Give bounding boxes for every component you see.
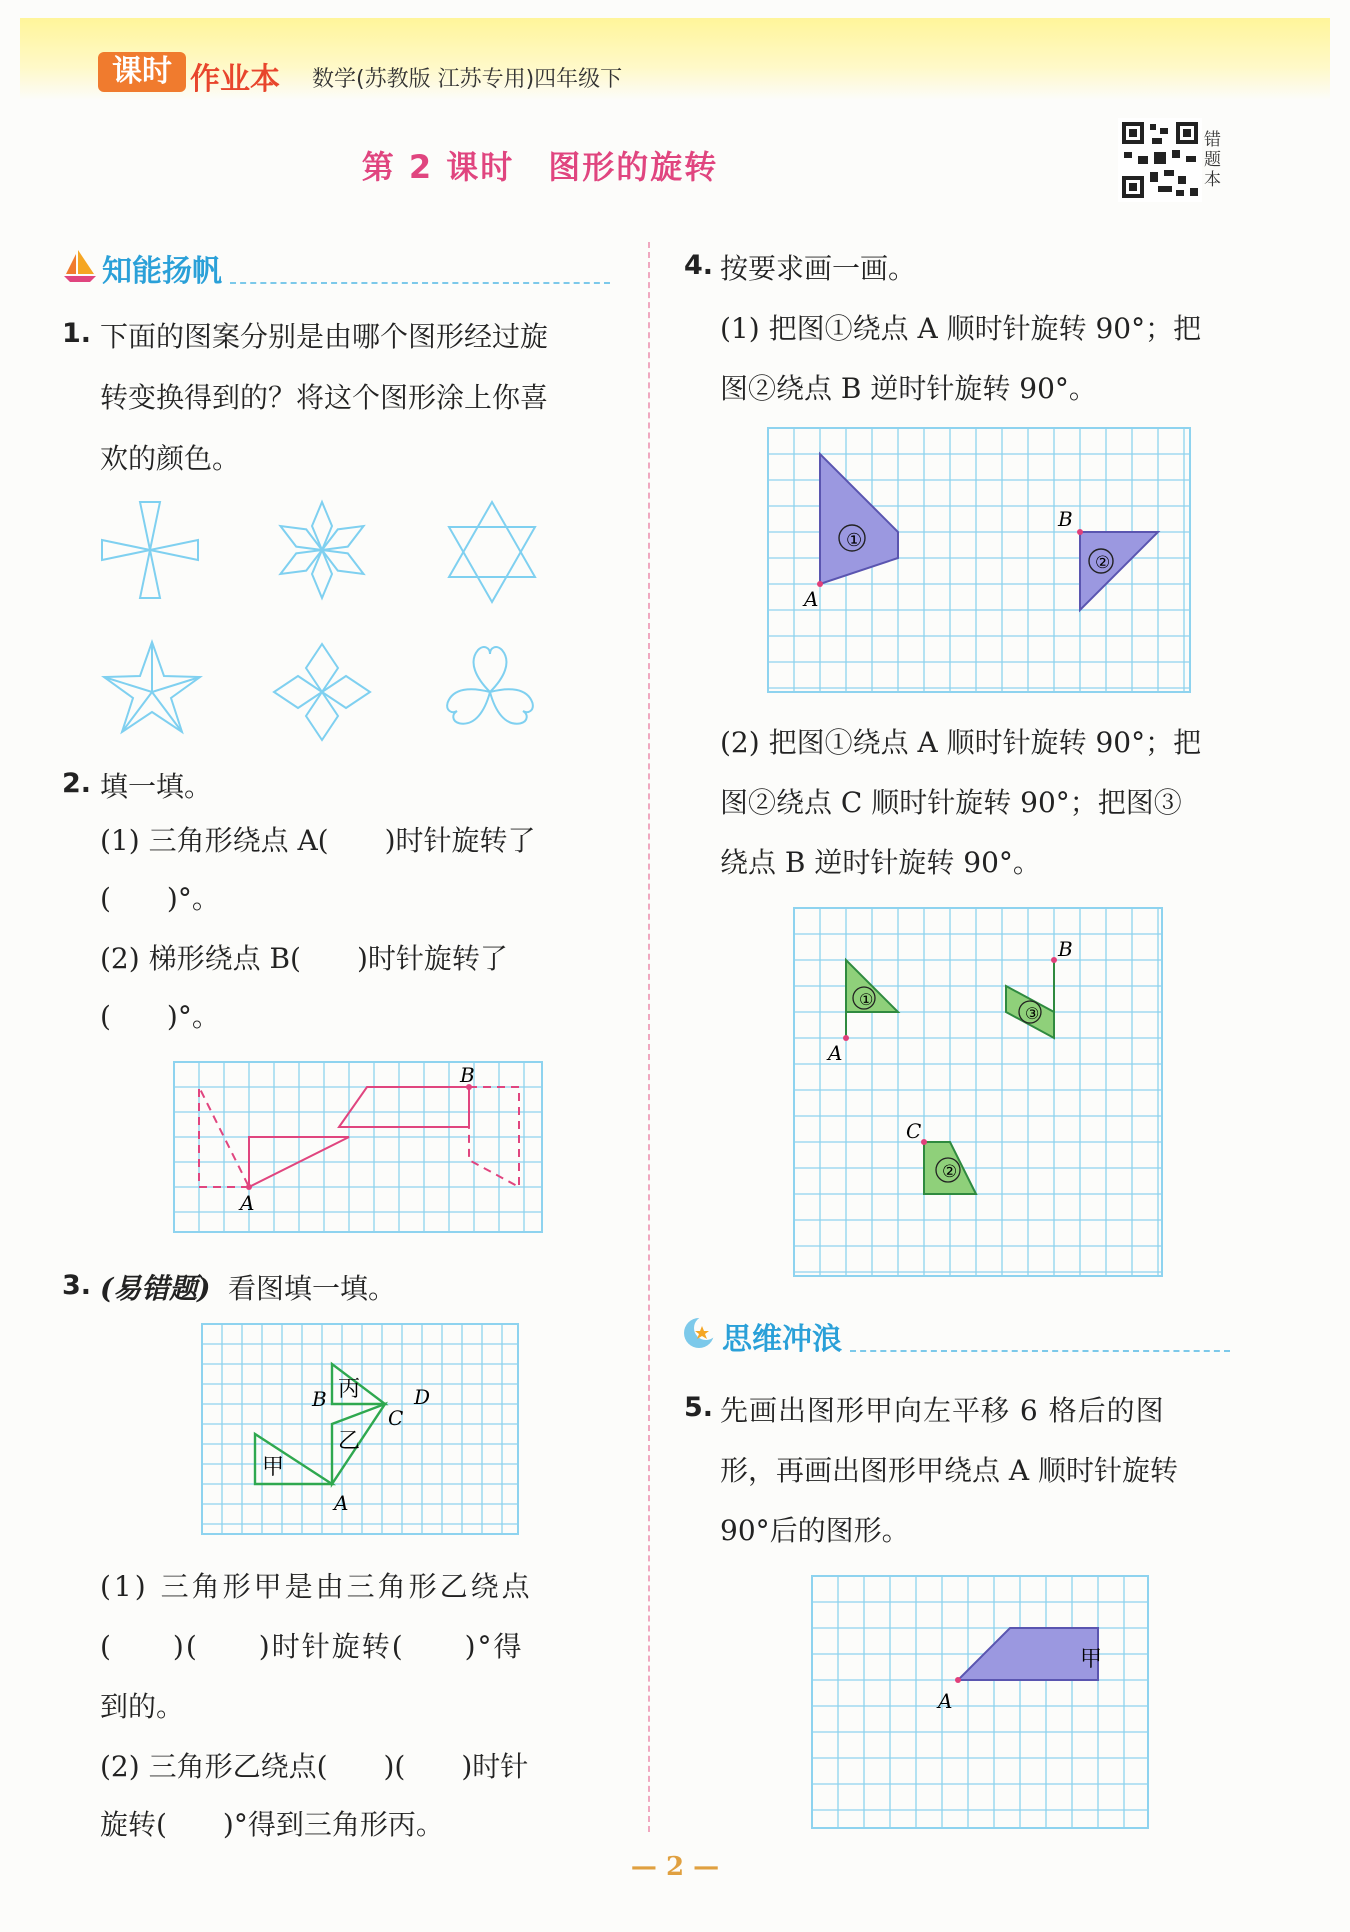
section-title-1: 知能扬帆	[102, 254, 222, 289]
q5-label-a: A	[938, 1689, 953, 1713]
q4-fig2-label-a: A	[828, 1041, 843, 1065]
qr-label: 错题本	[1204, 130, 1221, 190]
q2-part1-line2[interactable]: ( )°。	[100, 882, 220, 915]
section-line-2	[850, 1350, 1230, 1352]
q3-grid-figure	[200, 1322, 520, 1538]
q1-text-line2: 转变换得到的？将这个图形涂上你喜	[100, 381, 549, 414]
q1-patterns[interactable]	[90, 490, 570, 760]
q1-number: 1.	[62, 318, 92, 349]
q4-fig1-label-b: B	[1058, 507, 1073, 531]
page-number: — 2 —	[630, 1852, 720, 1882]
q3-part2-line2[interactable]: 旋转( )°得到三角形丙。	[100, 1808, 444, 1841]
section-title-2: 思维冲浪	[722, 1322, 842, 1357]
fig2-shape-2-label: ②	[942, 1162, 958, 1182]
q2-label-a: A	[240, 1191, 255, 1215]
shape-1-label: ①	[846, 530, 863, 551]
q4-part2-line1: (2) 把图①绕点 A 顺时针旋转 90°；把	[720, 726, 1202, 759]
q4-fig2-label-b: B	[1058, 937, 1073, 961]
q4-grid-figure-1[interactable]	[766, 426, 1194, 696]
label-jia: 甲	[262, 1455, 285, 1480]
q2-grid-figure	[172, 1060, 544, 1236]
pattern-bowtie-cross	[102, 502, 198, 598]
q5-label-jia: 甲	[1080, 1647, 1103, 1672]
page-number-value: 2	[665, 1852, 685, 1882]
q2-number: 2.	[62, 768, 92, 799]
q4-grid-figure-2[interactable]	[792, 906, 1166, 1280]
q3-part1-line1[interactable]: (1) 三角形甲是由三角形乙绕点	[100, 1570, 533, 1603]
q2-part2-line1[interactable]: (2) 梯形绕点 B( )时针旋转了	[100, 942, 508, 975]
q3-part1-line2[interactable]: ( )( )时针旋转( )°得	[100, 1630, 524, 1663]
q5-text-line1: 先画出图形甲向左平移 6 格后的图	[720, 1394, 1165, 1427]
lesson-title: 第 2 课时 图形的旋转	[361, 148, 719, 186]
q2-part1-line1[interactable]: (1) 三角形绕点 A( )时针旋转了	[100, 824, 536, 857]
pattern-five-star	[104, 642, 200, 732]
sailboat-icon	[64, 248, 96, 284]
moon-icon	[682, 1316, 716, 1350]
pattern-three-hearts	[443, 647, 537, 729]
q3-label-d: D	[414, 1385, 431, 1409]
q3-label-c: C	[388, 1406, 404, 1430]
label-yi: 乙	[338, 1429, 361, 1454]
brand-name: 作业本	[190, 62, 280, 97]
q3-part1-line3: 到的。	[100, 1690, 185, 1723]
q3-tag: (易错题)	[100, 1272, 211, 1305]
brand-logo: 课时	[98, 52, 186, 92]
q5-text-line3: 90°后的图形。	[720, 1514, 910, 1547]
q3-part2-line1[interactable]: (2) 三角形乙绕点( )( )时针	[100, 1750, 529, 1783]
q4-part2-line3: 绕点 B 逆时针旋转 90°。	[720, 846, 1041, 879]
q4-title: 按要求画一画。	[720, 252, 917, 285]
q5-number: 5.	[684, 1392, 714, 1423]
column-divider	[648, 242, 650, 1832]
fig2-shape-1-label: ①	[859, 990, 874, 1009]
q4-fig1-label-a: A	[804, 587, 819, 611]
shape-2-triangle	[1080, 532, 1158, 610]
q5-grid-figure[interactable]	[810, 1574, 1152, 1832]
q2-part2-line2[interactable]: ( )°。	[100, 1000, 220, 1033]
q1-text-line1: 下面的图案分别是由哪个图形经过旋	[100, 320, 549, 353]
q1-text-line3: 欢的颜色。	[100, 442, 241, 475]
q4-number: 4.	[684, 250, 714, 281]
pattern-hexagram	[449, 502, 535, 602]
q5-text-line2: 形，再画出图形甲绕点 A 顺时针旋转	[720, 1454, 1179, 1487]
q3-label-b: B	[312, 1387, 327, 1411]
book-info: 数学(苏教版 江苏专用)四年级下	[312, 67, 623, 92]
q4-part1-line1: (1) 把图①绕点 A 顺时针旋转 90°；把	[720, 312, 1202, 345]
q4-fig2-label-c: C	[906, 1119, 922, 1143]
section-line-1	[230, 282, 610, 284]
q3-number: 3.	[62, 1270, 92, 1301]
pattern-four-diamonds	[274, 644, 370, 740]
q4-part2-line2: 图②绕点 C 顺时针旋转 90°；把图③	[720, 786, 1182, 819]
q2-title: 填一填。	[100, 770, 213, 803]
label-bing: 丙	[338, 1377, 361, 1402]
q2-label-b: B	[460, 1063, 475, 1087]
shape-1-quad	[820, 454, 898, 584]
q4-part1-line2: 图②绕点 B 逆时针旋转 90°。	[720, 372, 1097, 405]
fig2-shape-3-label: ③	[1025, 1004, 1040, 1023]
q3-label-a: A	[334, 1491, 349, 1515]
q3-title: 看图填一填。	[228, 1272, 397, 1305]
shape-2-label: ②	[1095, 553, 1111, 573]
qr-code-icon[interactable]	[1118, 118, 1202, 202]
pattern-six-petal	[275, 502, 368, 598]
